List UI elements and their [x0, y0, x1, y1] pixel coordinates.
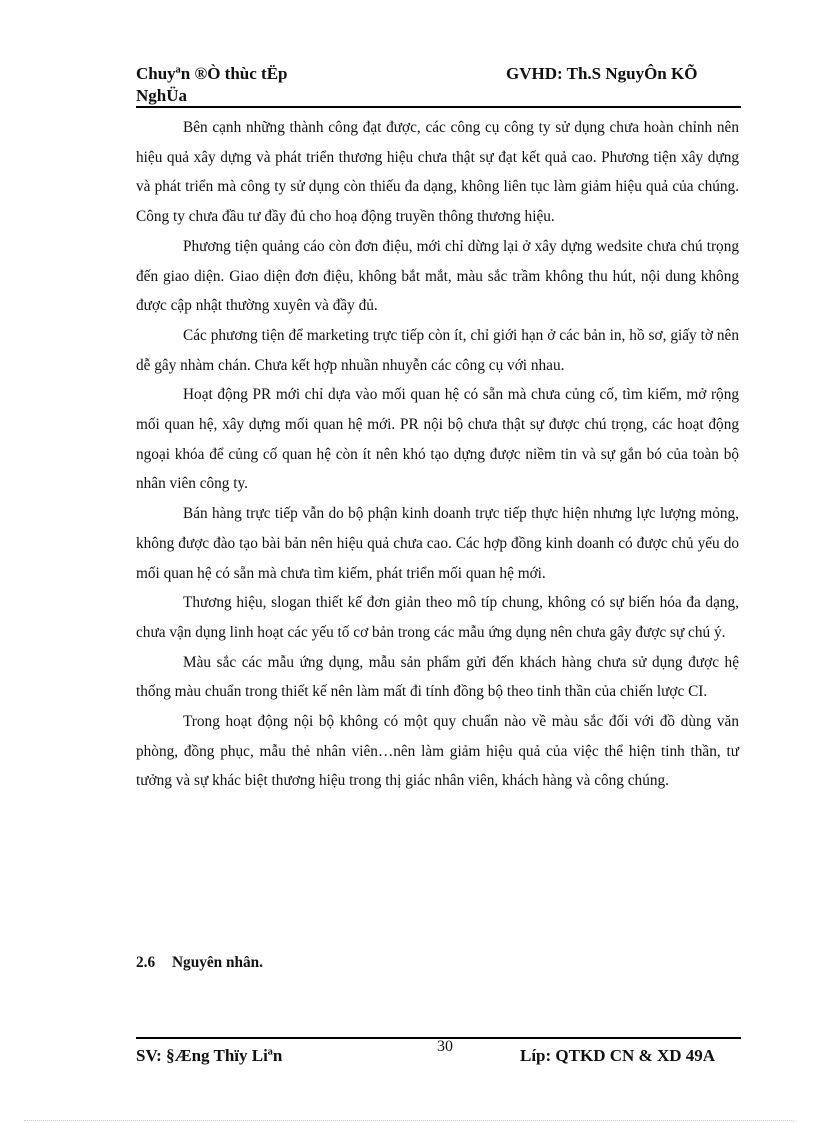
paragraph: Màu sắc các mẫu ứng dụng, mẫu sản phẩm gửi đến khách hàng chưa sử dụng được hệ thống màu chuẩn trong thiết kế nên làm mất đi tính đồng bộ theo tinh thần của chiến lược CI. — [136, 653, 739, 701]
footer-right: Líp: QTKD CN & XD 49A — [520, 1046, 716, 1065]
paragraph: Thương hiệu, slogan thiết kế đơn giản theo mô típ chung, không có sự biến hóa đa dạng, chưa vận dụng linh hoạt các yếu tố cơ bản trong các mẫu ứng dụng nên chưa gây được sự chú ý. — [136, 594, 739, 641]
page-edge-dotted-line — [24, 1120, 794, 1121]
paragraph: Bán hàng trực tiếp vẫn do bộ phận kinh doanh trực tiếp thực hiện nhưng lực lượng mỏng, không được đào tạo bài bản nên hiệu quả chưa cao. Các hợp đồng kinh doanh có được chủ yếu do mối quan hệ có sẵn mà chưa tìm kiếm, phát triển mối quan hệ mới. — [136, 505, 739, 582]
paragraph: Bên cạnh những thành công đạt được, các công cụ công ty sử dụng chưa hoàn chỉnh nên hiệu quả xây dựng và phát triển thương hiệu chưa thật sự đạt kết quả cao. Phương tiện xây dựng và phát triển mà công ty sử dụng còn thiếu đa dạng, không liên tục làm giảm hiệu quả của chúng. Công ty chưa đầu tư đầy đủ cho hoạ động truyền thông thương hiệu. — [136, 119, 739, 226]
header-left-line1: Chuyªn ®Ò thùc tËp — [136, 64, 288, 83]
section-number: 2.6 — [136, 954, 156, 971]
paragraph: Trong hoạt động nội bộ không có một quy chuẩn nào về màu sắc đối với đồ dùng văn phòng, đồng phục, mẫu thẻ nhân viên…nên làm giảm hiệu quả của việc thể hiện tinh thần, tư tưởng và sự khác biệt thương hiệu trong thị giác nhân viên, khách hàng và công chúng. — [136, 713, 739, 790]
body-text — [136, 113, 739, 796]
header-right: GVHD: Th.S NguyÔn KÕ — [506, 64, 698, 83]
paragraph: Hoạt động PR mới chỉ dựa vào mối quan hệ có sẵn mà chưa củng cố, tìm kiếm, mở rộng mối quan hệ, xây dựng mối quan hệ mới. PR nội bộ chưa thật sự được chú trọng, các hoạt động ngoại khóa để củng cố quan hệ còn ít nên khó tạo dựng được niềm tin và sự gắn bó của toàn bộ nhân viên công ty. — [136, 386, 739, 493]
section-heading — [136, 952, 263, 974]
paragraph: Phương tiện quảng cáo còn đơn điệu, mới chỉ dừng lại ở xây dựng wedsite chưa chú trọng đến giao diện. Giao diện đơn điệu, không bắt mắt, màu sắc trầm không thu hút, nội dung không được cập nhật thường xuyên và đầy đủ. — [136, 237, 739, 315]
header-left — [136, 63, 436, 107]
header-rule — [136, 106, 741, 108]
page-number: 30 — [437, 1038, 453, 1055]
footer-left: SV: §Æng Thïy Liªn — [136, 1046, 283, 1065]
header-left-line2: NghÜa — [136, 86, 188, 105]
paragraph: Các phương tiện để marketing trực tiếp còn ít, chỉ giới hạn ở các bản in, hồ sơ, giấy tờ nên dễ gây nhàm chán. Chưa kết hợp nhuần nhuyễn các công cụ với nhau. — [136, 326, 739, 374]
section-title: Nguyên nhân. — [172, 954, 263, 971]
